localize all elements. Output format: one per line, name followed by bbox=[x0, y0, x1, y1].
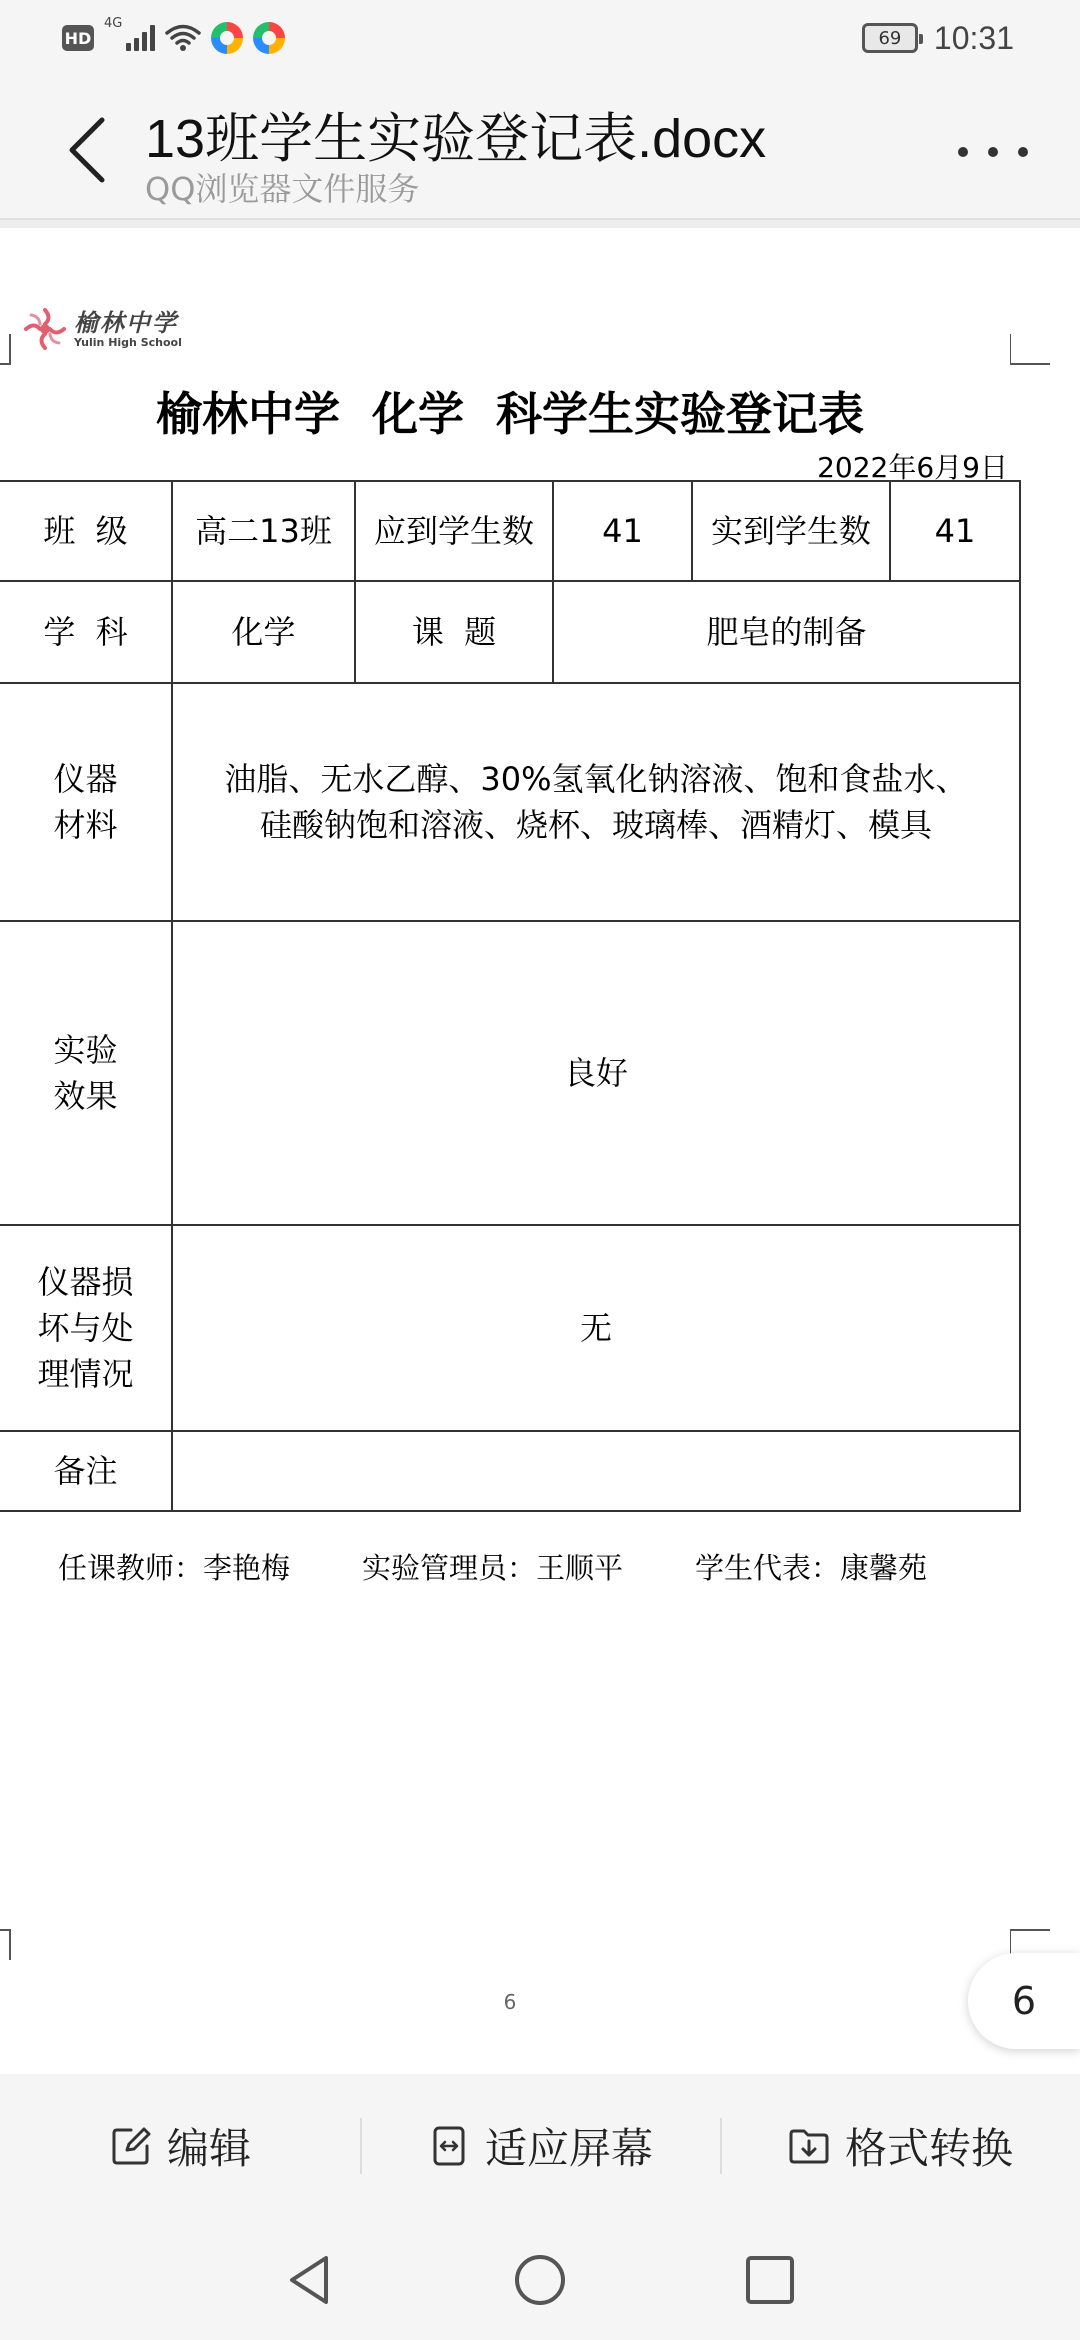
effect-label bbox=[0, 921, 172, 1225]
subject-value: 化学 bbox=[172, 581, 355, 683]
form-date: 2022年6月9日 bbox=[817, 451, 1008, 484]
folder-convert-icon bbox=[787, 2124, 831, 2168]
clock: 10:31 bbox=[933, 19, 1014, 56]
nav-back-icon[interactable] bbox=[282, 2252, 338, 2308]
topic-label: 课 题 bbox=[355, 581, 553, 683]
battery-icon bbox=[862, 23, 918, 53]
damage-label-line: 仪器损 bbox=[37, 1263, 134, 1301]
document-source: QQ浏览器文件服务 bbox=[145, 170, 420, 208]
page-footer-number: 6 bbox=[503, 1990, 517, 2014]
top-app-bar bbox=[0, 76, 1080, 220]
damage-label bbox=[0, 1225, 172, 1431]
wifi-icon bbox=[165, 23, 201, 53]
fit-screen-button[interactable] bbox=[360, 2074, 720, 2218]
registration-table bbox=[0, 480, 1021, 1512]
materials-label-line: 仪器 bbox=[53, 760, 118, 798]
status-icons-right bbox=[862, 14, 1014, 62]
topic-value: 肥皂的制备 bbox=[553, 581, 1020, 683]
table-row bbox=[0, 1225, 1020, 1431]
materials-value bbox=[172, 683, 1020, 921]
document-page[interactable] bbox=[0, 228, 1080, 2074]
signal-icon bbox=[126, 25, 155, 51]
bottom-toolbar bbox=[0, 2074, 1080, 2218]
materials-label-line: 材料 bbox=[53, 806, 118, 844]
notes-label: 备注 bbox=[0, 1431, 172, 1511]
divider bbox=[0, 220, 1080, 228]
class-value: 高二13班 bbox=[172, 481, 355, 581]
materials-label bbox=[0, 683, 172, 921]
school-logo-icon bbox=[22, 306, 68, 352]
effect-label-line: 实验 bbox=[53, 1031, 118, 1069]
teacher-signature: 任课教师：李艳梅 bbox=[58, 1551, 291, 1585]
expected-label: 应到学生数 bbox=[355, 481, 553, 581]
actual-value: 41 bbox=[890, 481, 1020, 581]
school-logo bbox=[22, 306, 182, 352]
signature-line bbox=[58, 1546, 927, 1587]
fit-label: 适应屏幕 bbox=[484, 2124, 653, 2173]
fit-screen-icon bbox=[427, 2124, 471, 2168]
table-row bbox=[0, 1431, 1020, 1511]
system-nav-bar bbox=[0, 2218, 1080, 2340]
materials-line: 油脂、无水乙醇、30%氢氧化钠溶液、饱和食盐水、 bbox=[224, 760, 968, 798]
app-notification-icon bbox=[253, 22, 285, 54]
convert-label: 格式转换 bbox=[844, 2124, 1013, 2173]
materials-line: 硅酸钠饱和溶液、烧杯、玻璃棒、酒精灯、模具 bbox=[259, 806, 932, 844]
more-dots-icon[interactable] bbox=[958, 132, 1028, 172]
document-title: 13班学生实验登记表.docx bbox=[145, 109, 767, 169]
table-row bbox=[0, 581, 1020, 683]
hd-badge: HD bbox=[62, 25, 94, 51]
edit-label: 编辑 bbox=[166, 2124, 251, 2173]
app-notification-icon bbox=[211, 22, 243, 54]
edit-button[interactable] bbox=[0, 2074, 360, 2218]
page-corner-mark bbox=[0, 1920, 40, 1960]
expected-value: 41 bbox=[553, 481, 692, 581]
notes-value bbox=[172, 1431, 1020, 1511]
page-indicator[interactable]: 6 bbox=[968, 1953, 1080, 2049]
student-signature: 学生代表：康馨苑 bbox=[695, 1551, 928, 1585]
battery-level: 69 bbox=[878, 27, 902, 49]
admin-signature: 实验管理员：王顺平 bbox=[362, 1551, 624, 1585]
actual-label: 实到学生数 bbox=[692, 481, 890, 581]
effect-value: 良好 bbox=[172, 921, 1020, 1225]
nav-home-icon[interactable] bbox=[512, 2252, 568, 2308]
table-row bbox=[0, 683, 1020, 921]
edit-icon bbox=[109, 2124, 153, 2168]
effect-label-line: 效果 bbox=[53, 1077, 118, 1115]
logo-text-en: Yulin High School bbox=[74, 335, 182, 349]
network-type: 4G bbox=[104, 16, 123, 31]
subject-label: 学 科 bbox=[0, 581, 172, 683]
damage-label-line: 坏与处 bbox=[37, 1309, 134, 1347]
damage-value: 无 bbox=[172, 1225, 1020, 1431]
damage-label-line: 理情况 bbox=[37, 1355, 134, 1393]
nav-recent-icon[interactable] bbox=[742, 2252, 798, 2308]
form-heading: 榆林中学 化学 科学生实验登记表 bbox=[155, 387, 865, 441]
status-icons-left bbox=[62, 18, 285, 58]
class-label: 班 级 bbox=[0, 481, 172, 581]
back-chevron-icon[interactable] bbox=[52, 108, 132, 188]
table-row bbox=[0, 481, 1020, 581]
table-row bbox=[0, 921, 1020, 1225]
logo-text-cn: 榆林中学 bbox=[74, 307, 178, 337]
convert-format-button[interactable] bbox=[720, 2074, 1080, 2218]
status-bar bbox=[0, 0, 1080, 76]
page-corner-mark bbox=[1010, 334, 1050, 374]
